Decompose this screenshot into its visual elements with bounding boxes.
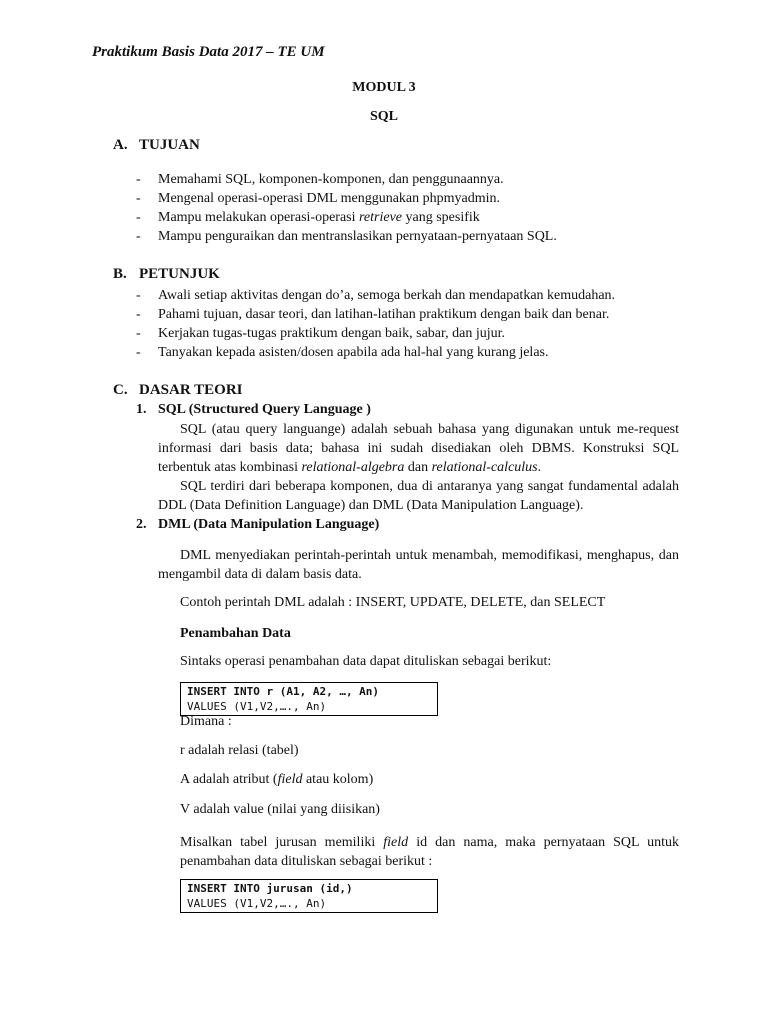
list-item: - Tanyakan kepada asisten/dosen apabila ada hal-hal yang kurang jelas.	[136, 345, 549, 360]
list-item: - Awali setiap aktivitas dengan do’a, semoga berkah dan mendapatkan kemudahan.	[136, 288, 616, 303]
section-c-heading	[113, 382, 243, 399]
petunjuk-list	[136, 286, 615, 362]
r-definition: r adalah relasi (tabel)	[180, 743, 299, 758]
section-c-title: DASAR TEORI	[139, 382, 243, 398]
section-a-title: TUJUAN	[139, 137, 200, 153]
list-item: - Mampu melakukan operasi-operasi retrieve yang spesifik	[136, 210, 480, 225]
dml-paragraph: DML menyediakan perintah-perintah untuk menambah, memodifikasi, menghapus, dan mengambil data di dalam basis data.	[158, 548, 679, 582]
page-header: Praktikum Basis Data 2017 – TE UM	[92, 44, 325, 60]
section-a-heading	[113, 137, 200, 154]
sql-paragraph-2: SQL terdiri dari beberapa komponen, dua di antaranya yang sangat fundamental adalah DDL (Data Definition Language) dan DML (Data Manipulation Language).	[158, 479, 679, 513]
sql-paragraph-1: SQL (atau query languange) adalah sebuah bahasa yang digunakan untuk me-request informasi dari basis data; bahasa ini sudah disediakan oleh DBMS. Konstruksi SQL terbentuk atas kombinasi relational-algebra dan relational-calculus.	[158, 422, 679, 475]
code-line: VALUES (V1,V2,…., An)	[187, 700, 327, 713]
list-item: - Pahami tujuan, dasar teori, dan latihan-latihan praktikum dengan baik dan benar.	[136, 307, 610, 322]
sintaks-line: Sintaks operasi penambahan data dapat dituliskan sebagai berikut:	[180, 654, 552, 669]
section-a-letter: A.	[113, 137, 128, 153]
section-b-heading	[113, 266, 220, 283]
dml-example-line: Contoh perintah DML adalah : INSERT, UPDATE, DELETE, dan SELECT	[180, 595, 606, 610]
module-title: MODUL 3	[352, 80, 416, 95]
section-b-title: PETUNJUK	[139, 266, 220, 282]
tujuan-list	[136, 170, 557, 246]
code-block-example	[180, 879, 438, 913]
code-line: INSERT INTO jurusan (id,)	[187, 882, 353, 895]
section-b-letter: B.	[113, 266, 127, 282]
v-definition: V adalah value (nilai yang diisikan)	[180, 802, 380, 817]
list-item: - Kerjakan tugas-tugas praktikum dengan baik, sabar, dan jujur.	[136, 326, 506, 341]
list-item: - Mengenal operasi-operasi DML menggunakan phpmyadmin.	[136, 191, 501, 206]
a-definition: A adalah atribut (field atau kolom)	[180, 772, 374, 787]
code-block-syntax	[180, 682, 438, 716]
list-item: - Memahami SQL, komponen-komponen, dan penggunaannya.	[136, 172, 504, 187]
module-subtitle: SQL	[369, 109, 398, 124]
list-item: - Mampu penguraikan dan mentranslasikan pernyataan-pernyataan SQL.	[136, 229, 557, 244]
code-line: VALUES (V1,V2,…., An)	[187, 897, 327, 910]
dimana-line: Dimana :	[180, 714, 232, 729]
code-line: INSERT INTO r (A1, A2, …, An)	[187, 685, 380, 698]
section-c-letter: C.	[113, 382, 128, 398]
subsection-2-heading: 2. DML (Data Manipulation Language)	[136, 517, 380, 532]
subsection-1-heading: 1. SQL (Structured Query Language )	[136, 402, 371, 417]
penambahan-heading: Penambahan Data	[180, 626, 291, 641]
misalkan-paragraph: Misalkan tabel jurusan memiliki field id dan nama, maka pernyataan SQL untuk penambahan data dituliskan sebagai berikut :	[180, 835, 679, 869]
